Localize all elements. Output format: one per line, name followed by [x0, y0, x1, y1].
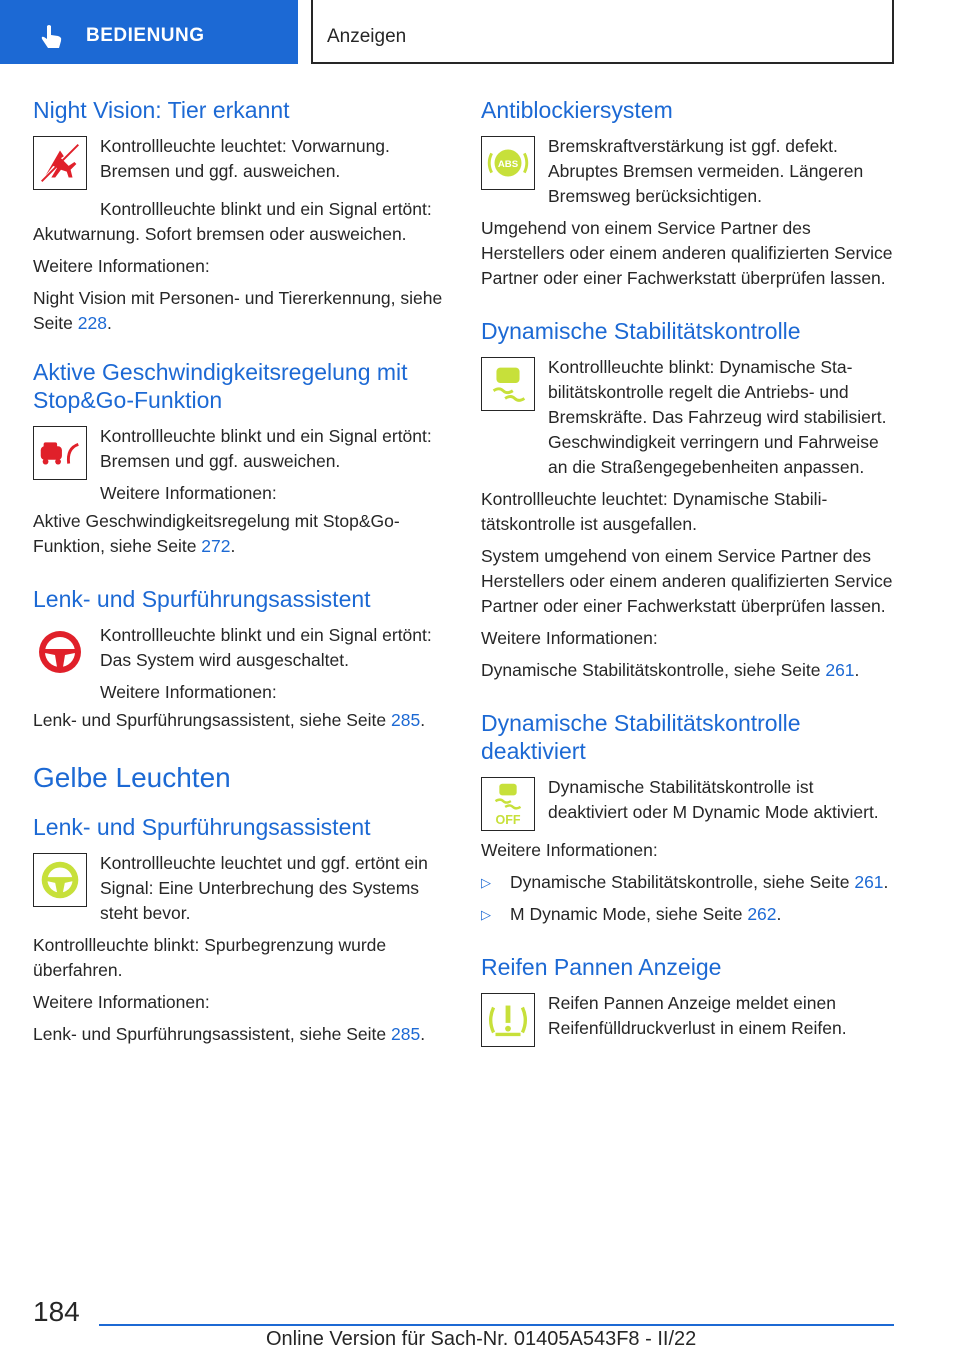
bullet-triangle-icon: ▷ — [481, 907, 491, 922]
tire-pressure-entry — [481, 991, 893, 1047]
lane-assist-yellow-ref — [33, 1022, 445, 1047]
night-vision-ref-text: Night Vision mit Personen- und Tiererkennung, siehe Seite — [33, 288, 443, 333]
dsc-text-1: Kontrollleuchte blinkt: Dynamische Stabilitätskontrolle regelt die Antriebs- und Bremskräfte. Das Fahrzeug wird stabilisiert. Geschwindigkeit verringern und Fahrweise an die Straßengegebenheiten anpassen. — [548, 357, 887, 477]
period: . — [883, 872, 889, 892]
svg-text:OFF: OFF — [495, 813, 521, 828]
left-column — [33, 96, 445, 1047]
hand-pointer-icon — [38, 22, 66, 50]
dsc-text-2: Kontrollleuchte leuchtet: Dynamische Stabilitätskontrolle ist ausgefallen. — [481, 489, 828, 534]
dsc-off-title: Dynamische Stabilitätskontrolle deaktiviert — [481, 710, 801, 764]
lane-assist-red-entry — [33, 623, 445, 705]
acc-page-link[interactable]: 272 — [201, 536, 231, 556]
acc-title: Aktive Geschwindigkeitsregelung mit Stop&Go-Funktion — [33, 359, 408, 413]
period: . — [776, 904, 782, 924]
footer-divider — [99, 1324, 894, 1326]
dsc-off-ref-list — [481, 870, 893, 927]
period: . — [420, 710, 426, 730]
list-item — [481, 870, 893, 895]
tire-pressure-title: Reifen Pannen Anzeige — [481, 954, 722, 980]
lane-assist-red-ref — [33, 708, 445, 733]
chapter-label: Anzeigen — [327, 26, 407, 47]
footer-online-version: Online Version für Sach-Nr. 01405A543F8 - II/22 — [266, 1328, 697, 1350]
period: . — [106, 313, 112, 333]
night-vision-page-link[interactable]: 228 — [77, 313, 107, 333]
night-vision-title: Night Vision: Tier erkannt — [33, 97, 290, 123]
dsc-ref — [481, 658, 893, 683]
dsc-off-icon — [481, 777, 535, 831]
lane-assist-red-ref-text: Lenk- und Spurführungsassistent, siehe Seite — [33, 710, 391, 730]
lane-assist-yellow-more: Weitere Informationen: — [33, 992, 210, 1012]
acc-ref — [33, 509, 445, 559]
abs-entry — [481, 134, 893, 209]
lane-assist-yellow-ref-text: Lenk- und Spurführungsassistent, siehe Seite — [33, 1024, 391, 1044]
lane-assist-yellow-title: Lenk- und Spurführungsassistent — [33, 814, 371, 840]
abs-text-1: Bremskraftverstärkung ist ggf. defekt. Abruptes Bremsen vermeiden. Längeren Bremsweg berücksichtigen. — [548, 136, 864, 206]
period: . — [854, 660, 860, 680]
acc-text-1: Kontrollleuchte blinkt und ein Signal ertönt: Bremsen und ggf. ausweichen. — [100, 426, 432, 471]
dsc-off-text-1: Dynamische Stabilitätskontrolle ist deaktiviert oder M Dynamic Mode aktiviert. — [548, 777, 879, 822]
skidding-car-icon — [481, 357, 535, 411]
dsc-ref-text: Dynamische Stabilitätskontrolle, siehe Seite — [510, 872, 855, 892]
acc-ref-text: Aktive Geschwindigkeitsregelung mit Stop&Go-Funktion, siehe Seite — [33, 511, 400, 556]
dsc-text-3: System umgehend von einem Service Partner des Herstellers oder einem anderen qualifizierten Service Partner oder einer Fachwerkstatt überprüfen lassen. — [481, 546, 893, 616]
lane-assist-red-more: Weitere Informationen: — [100, 682, 277, 702]
dsc-title: Dynamische Stabilitätskontrolle — [481, 318, 801, 344]
dsc-page-link[interactable]: 261 — [825, 660, 855, 680]
steering-wheel-yellow-icon — [33, 853, 87, 907]
lane-assist-yellow-text-1: Kontrollleuchte leuchtet und ggf. ertönt ein Signal: Eine Unterbrechung des Systems steht bevor. — [100, 853, 428, 923]
list-item — [481, 902, 893, 927]
dsc-entry — [481, 355, 893, 480]
bullet-triangle-icon: ▷ — [481, 875, 491, 890]
period: . — [230, 536, 236, 556]
dsc-off-page-link-1[interactable]: 261 — [854, 872, 884, 892]
section-label: BEDIENUNG — [86, 25, 205, 46]
acc-entry — [33, 424, 445, 506]
dsc-off-entry — [481, 775, 893, 831]
abs-title: Antiblockiersystem — [481, 97, 673, 123]
period: . — [420, 1024, 426, 1044]
night-vision-more: Weitere Informationen: — [33, 256, 210, 276]
chapter-header — [311, 0, 894, 64]
lane-assist-red-page-link[interactable]: 285 — [391, 710, 421, 730]
tire-pressure-text-1: Reifen Pannen Anzeige meldet einen Reifenfülldruckverlust in einem Reifen. — [548, 993, 847, 1038]
night-vision-ref — [33, 286, 445, 336]
dsc-off-page-link-2[interactable]: 262 — [747, 904, 777, 924]
svg-text:ABS: ABS — [497, 158, 519, 170]
tire-pressure-icon — [481, 993, 535, 1047]
dsc-off-more: Weitere Informationen: — [481, 840, 658, 860]
animal-warning-icon — [33, 136, 87, 190]
dsc-more: Weitere Informationen: — [481, 628, 658, 648]
lane-assist-yellow-text-2: Kontrollleuchte blinkt: Spurbegrenzung wurde überfahren. — [33, 935, 387, 980]
yellow-lights-heading: Gelbe Leuchten — [33, 762, 231, 793]
section-tab — [0, 0, 298, 64]
abs-icon — [481, 136, 535, 190]
lane-assist-yellow-page-link[interactable]: 285 — [391, 1024, 421, 1044]
lane-assist-red-text-1: Kontrollleuchte blinkt und ein Signal ertönt: Das System wird ausgeschaltet. — [100, 625, 432, 670]
dsc-ref-text: Dynamische Stabilitätskontrolle, siehe Seite — [481, 660, 826, 680]
m-dynamic-ref-text: M Dynamic Mode, siehe Seite — [510, 904, 748, 924]
car-collision-icon — [33, 426, 87, 480]
right-column — [481, 96, 893, 1047]
steering-wheel-red-icon — [33, 625, 87, 679]
night-vision-text-1: Kontrollleuchte leuchtet: Vorwarnung. Bremsen und ggf. ausweichen. — [100, 136, 390, 181]
lane-assist-red-title: Lenk- und Spurführungsassistent — [33, 586, 371, 612]
abs-text-2: Umgehend von einem Service Partner des Herstellers oder einem anderen qualifizierten Service Partner oder einer Fachwerkstatt überprüfen lassen. — [481, 218, 893, 288]
page-number: 184 — [33, 1296, 80, 1327]
lane-assist-yellow-entry — [33, 851, 445, 926]
acc-more: Weitere Informationen: — [100, 483, 277, 503]
night-vision-text-2: Kontrollleuchte blinkt und ein Signal ertönt: Akutwarnung. Sofort bremsen oder ausweichen. — [33, 199, 432, 244]
night-vision-entry — [33, 134, 445, 190]
